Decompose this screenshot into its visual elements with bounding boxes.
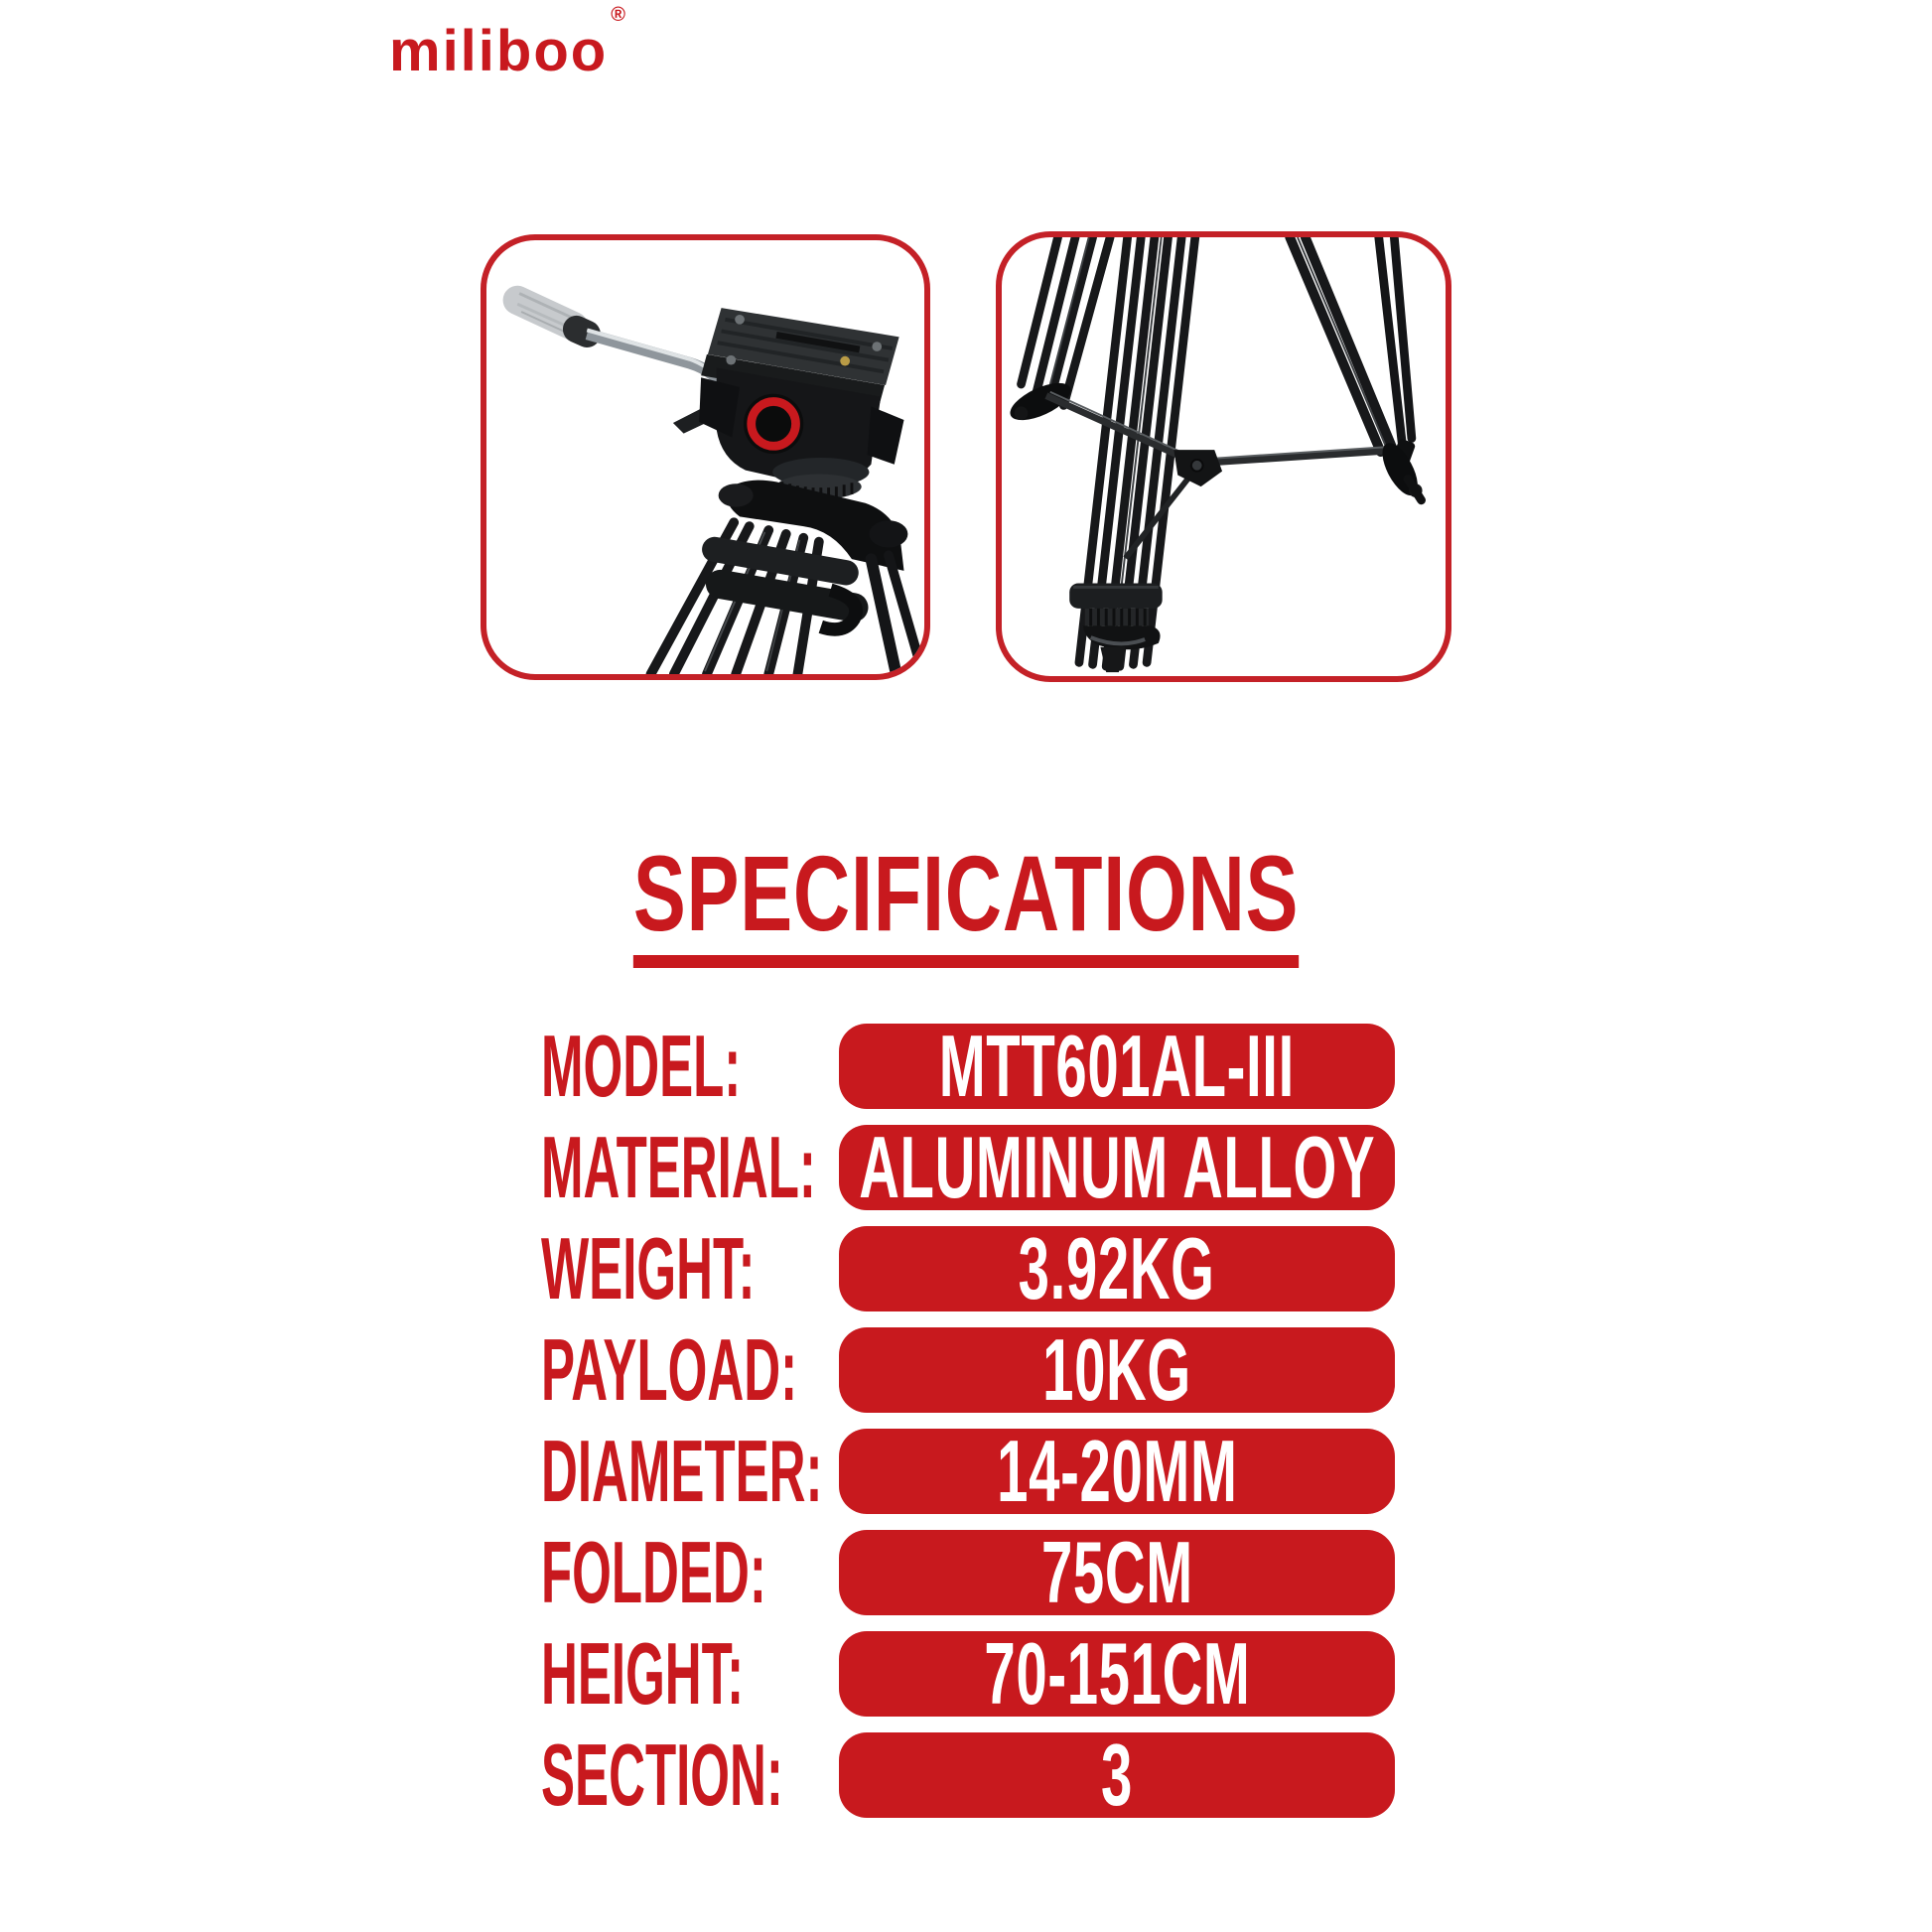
spec-label — [541, 1017, 839, 1115]
spec-value-pill — [839, 1725, 1395, 1824]
spec-label — [541, 1320, 839, 1419]
spec-value-pill — [839, 1118, 1395, 1216]
spec-label-text: HEIGHT: — [541, 1624, 745, 1723]
spec-table — [541, 1017, 1395, 1834]
spec-row — [541, 1118, 1395, 1216]
page-title: SPECIFICATIONS — [633, 840, 1299, 968]
page-title-wrap — [0, 833, 1932, 968]
spec-label-text: MODEL: — [541, 1017, 742, 1115]
spec-label — [541, 1523, 839, 1621]
tripod-legs-illustration — [1002, 237, 1446, 676]
spec-value-text: 10KG — [1042, 1320, 1191, 1419]
spec-value-text: 70-151CM — [983, 1624, 1251, 1723]
spec-label — [541, 1624, 839, 1723]
spec-row — [541, 1219, 1395, 1317]
spec-row — [541, 1725, 1395, 1824]
spec-value-pill — [839, 1422, 1395, 1520]
spec-value-pill — [839, 1320, 1395, 1419]
spec-row — [541, 1523, 1395, 1621]
spec-label-text: FOLDED: — [541, 1523, 766, 1621]
spec-label-text: SECTION: — [541, 1725, 783, 1824]
spec-row — [541, 1320, 1395, 1419]
spec-value-pill — [839, 1219, 1395, 1317]
spec-value-text: 14-20MM — [996, 1422, 1238, 1520]
spec-label — [541, 1422, 839, 1520]
spec-label — [541, 1725, 839, 1824]
brand-logo-text: miliboo — [389, 19, 609, 83]
spec-value-pill — [839, 1624, 1395, 1723]
spec-row — [541, 1017, 1395, 1115]
spec-label-text: MATERIAL: — [541, 1118, 816, 1216]
spec-label-text: DIAMETER: — [541, 1422, 823, 1520]
spec-value-text: 75CM — [1040, 1523, 1193, 1621]
spec-label — [541, 1219, 839, 1317]
spec-row — [541, 1422, 1395, 1520]
spec-value-text: MTT601AL-III — [938, 1017, 1296, 1115]
spec-value-pill — [839, 1523, 1395, 1621]
spec-value-pill — [839, 1017, 1395, 1115]
product-photo-legs-frame — [996, 231, 1451, 682]
spec-value-text: 3 — [1101, 1725, 1133, 1824]
spec-label — [541, 1118, 839, 1216]
tripod-head-illustration — [486, 240, 924, 674]
spec-row — [541, 1624, 1395, 1723]
product-photo-head-frame — [481, 234, 930, 680]
registered-mark-icon: ® — [611, 3, 625, 26]
brand-logo — [389, 3, 625, 83]
spec-label-text: PAYLOAD: — [541, 1320, 798, 1419]
spec-value-text: ALUMINUM ALLOY — [859, 1118, 1375, 1216]
spec-value-text: 3.92KG — [1019, 1219, 1215, 1317]
spec-label-text: WEIGHT: — [541, 1219, 756, 1317]
